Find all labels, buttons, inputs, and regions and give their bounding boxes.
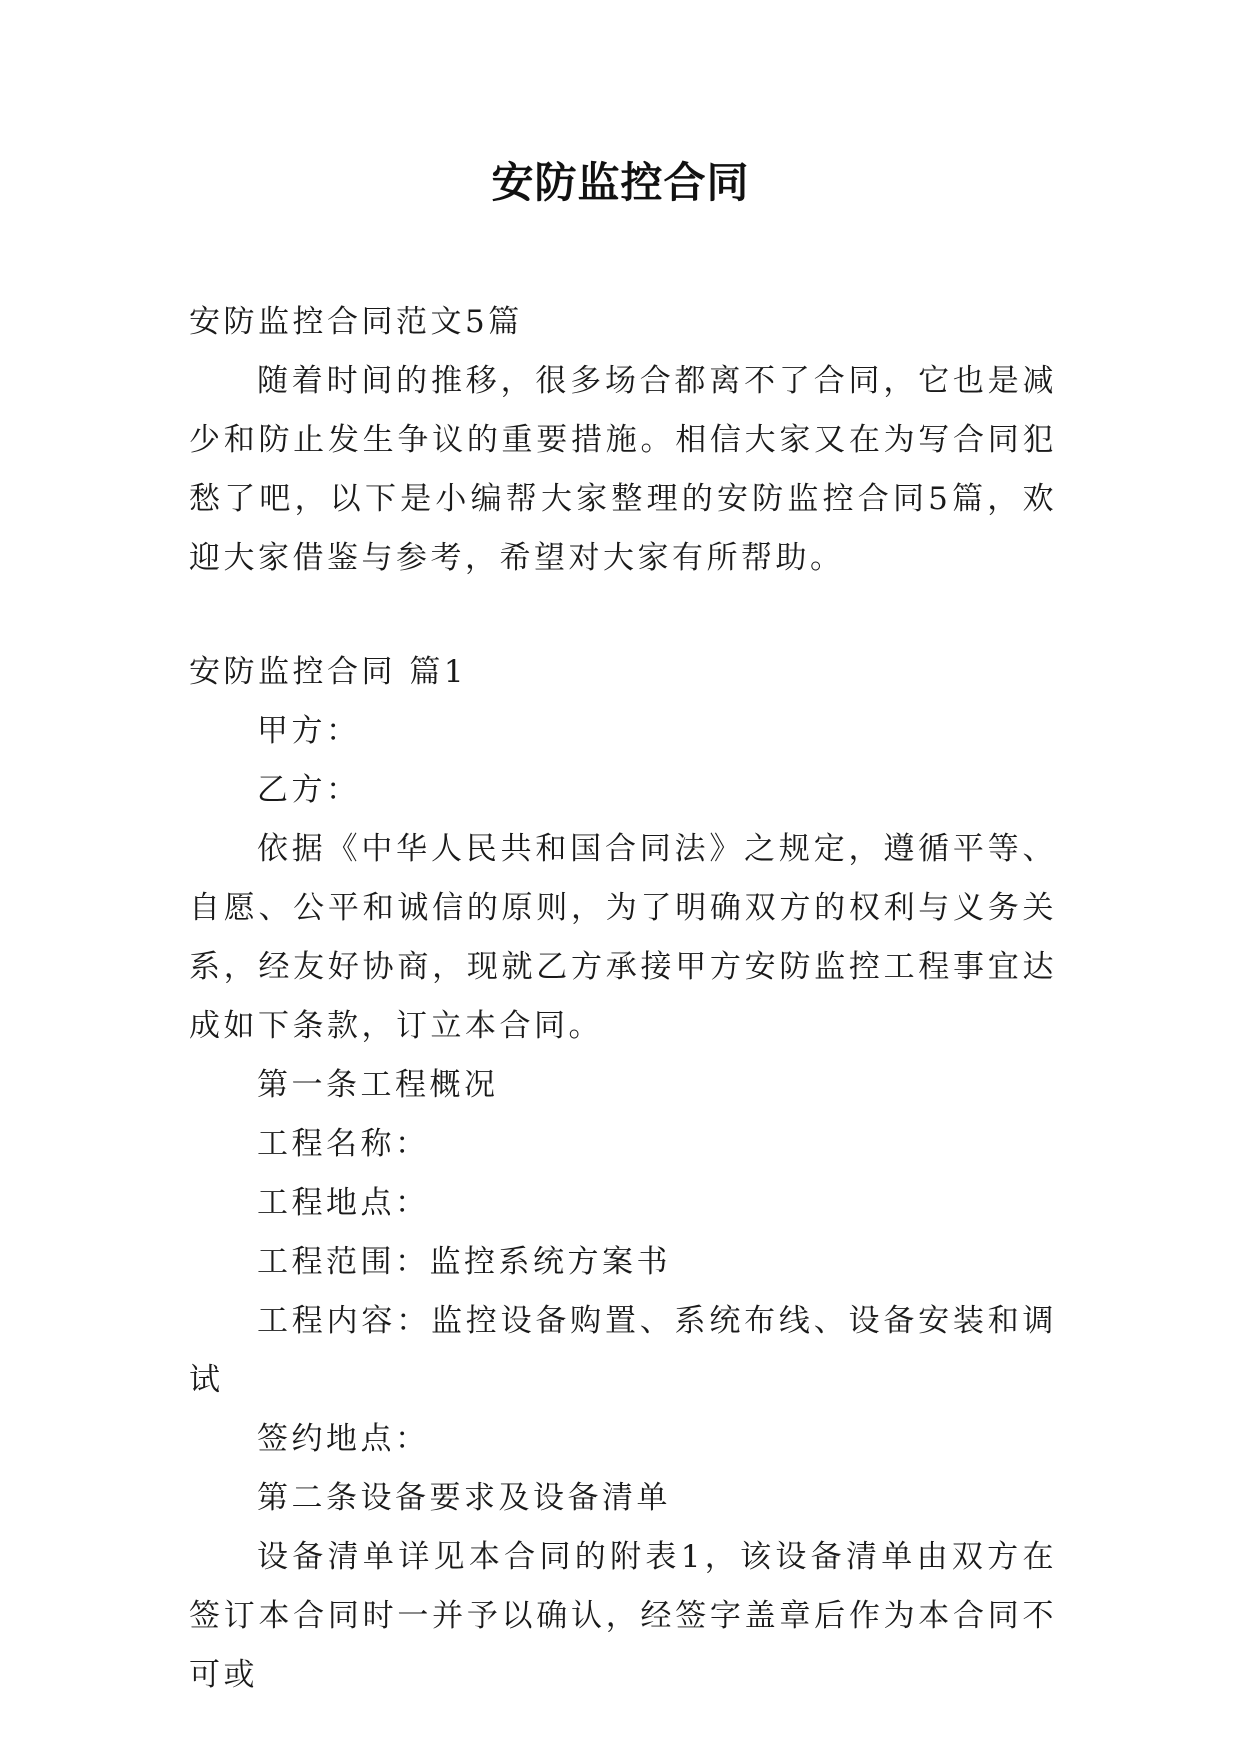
contract-preamble: 依据《中华人民共和国合同法》之规定，遵循平等、自愿、公平和诚信的原则，为了明确双方的权利与义务关系，经友好协商，现就乙方承接甲方安防监控工程事宜达成如下条款，订立本合同。 bbox=[189, 831, 1057, 1044]
project-name-line: 工程名称： bbox=[257, 1126, 430, 1162]
article-1-heading: 第一条工程概况 bbox=[257, 1067, 499, 1103]
subtitle: 安防监控合同范文5篇 bbox=[189, 304, 523, 340]
equipment-list-paragraph: 设备清单详见本合同的附表1，该设备清单由双方在签订本合同时一并予以确认，经签字盖章后作为本合同不可或 bbox=[189, 1539, 1057, 1693]
signing-location-line: 签约地点： bbox=[257, 1421, 430, 1457]
section-heading: 安防监控合同 篇1 bbox=[189, 654, 468, 690]
document-body bbox=[189, 293, 1057, 1705]
intro-paragraph: 随着时间的推移，很多场合都离不了合同，它也是减少和防止发生争议的重要措施。相信大家又在为写合同犯愁了吧，以下是小编帮大家整理的安防监控合同5篇，欢迎大家借鉴与参考，希望对大家有所帮助。 bbox=[189, 363, 1057, 576]
party-b-line: 乙方： bbox=[257, 772, 361, 808]
article-2-heading: 第二条设备要求及设备清单 bbox=[257, 1480, 671, 1516]
section-spacer bbox=[189, 588, 1057, 643]
party-a-line: 甲方： bbox=[257, 713, 361, 749]
document-title: 安防监控合同 bbox=[491, 158, 750, 207]
project-content-line: 工程内容：监控设备购置、系统布线、设备安装和调试 bbox=[189, 1303, 1057, 1398]
project-location-line: 工程地点： bbox=[257, 1185, 430, 1221]
project-scope-line: 工程范围：监控系统方案书 bbox=[257, 1244, 671, 1280]
